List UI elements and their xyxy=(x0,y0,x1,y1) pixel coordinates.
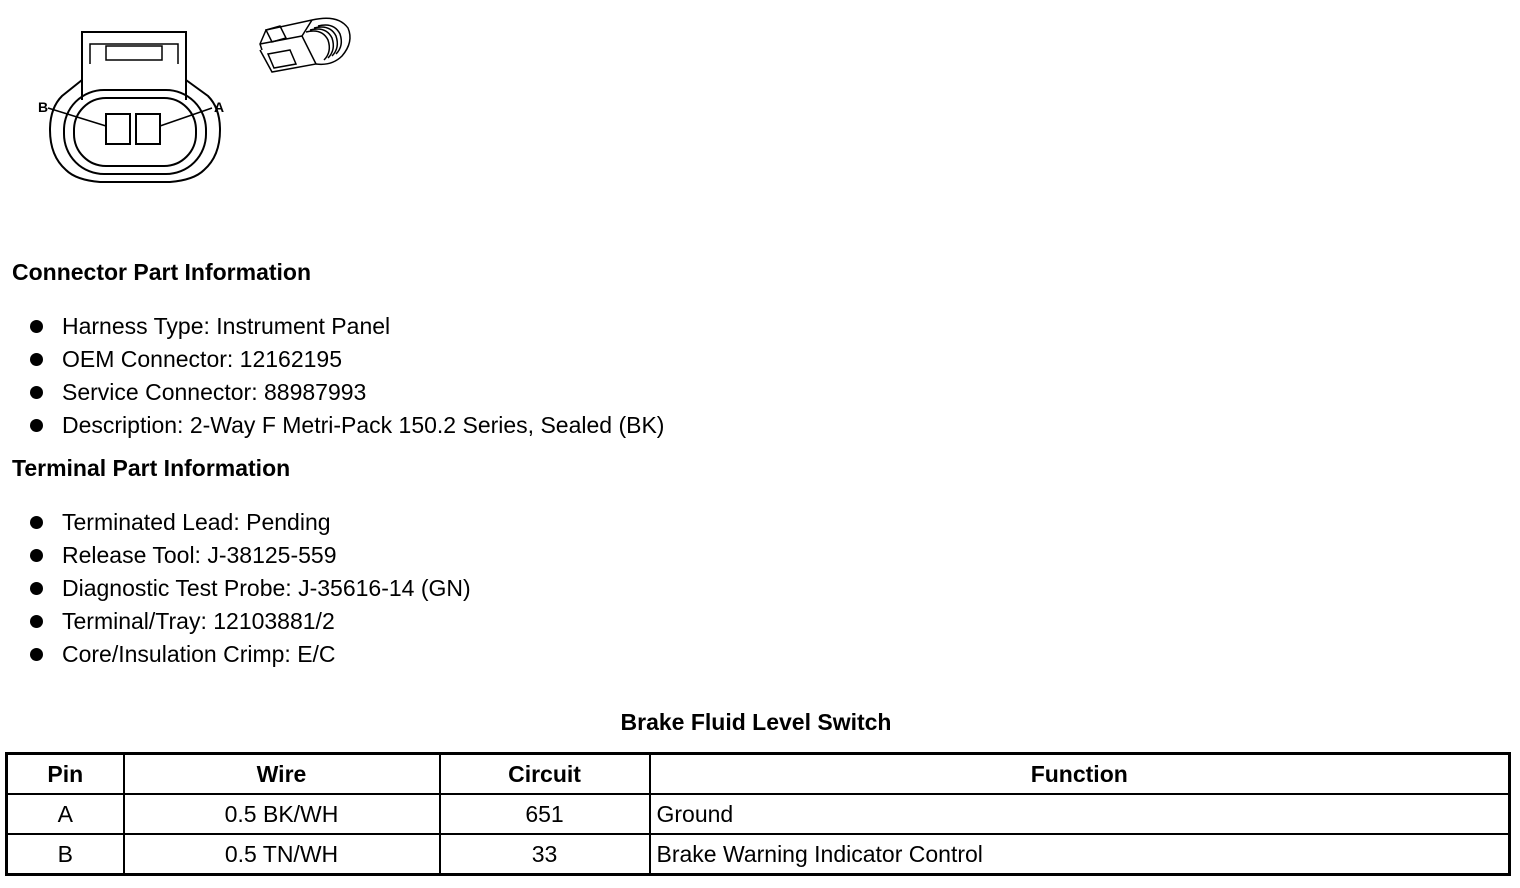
bullet-icon xyxy=(30,582,43,595)
cell-wire: 0.5 BK/WH xyxy=(124,794,440,834)
list-item xyxy=(28,310,664,343)
bullet-icon xyxy=(30,615,43,628)
cell-function: Ground xyxy=(650,794,1510,834)
cell-circuit: 651 xyxy=(440,794,650,834)
connector-part-info-list xyxy=(28,310,664,442)
connector-face-diagram xyxy=(20,18,250,198)
connector-part-info-heading: Connector Part Information xyxy=(12,259,312,285)
list-item-text: Terminal/Tray: 12103881/2 xyxy=(62,608,335,634)
list-item xyxy=(28,539,471,572)
list-item xyxy=(28,605,471,638)
list-item-text: Core/Insulation Crimp: E/C xyxy=(62,641,336,667)
list-item-text: Service Connector: 88987993 xyxy=(62,379,367,405)
bullet-icon xyxy=(30,549,43,562)
cell-circuit: 33 xyxy=(440,834,650,875)
list-item-text: Diagnostic Test Probe: J-35616-14 (GN) xyxy=(62,575,471,601)
list-item-text: Harness Type: Instrument Panel xyxy=(62,313,391,339)
pin-label-a: A xyxy=(214,99,225,115)
pin-table-title: Brake Fluid Level Switch xyxy=(620,709,892,735)
table-row xyxy=(7,834,1510,875)
list-item xyxy=(28,506,471,539)
bullet-icon xyxy=(30,516,43,529)
list-item-text: Terminated Lead: Pending xyxy=(62,509,331,535)
list-item xyxy=(28,376,664,409)
column-header-function: Function xyxy=(650,754,1510,795)
terminal-part-info-heading: Terminal Part Information xyxy=(12,455,291,481)
pin-table xyxy=(5,752,1511,876)
list-item xyxy=(28,638,471,671)
table-row xyxy=(7,794,1510,834)
connector-isometric-diagram xyxy=(250,10,360,80)
terminal-part-info-list xyxy=(28,506,471,671)
table-header-row xyxy=(7,754,1510,795)
list-item-text: Release Tool: J-38125-559 xyxy=(62,542,337,568)
bullet-icon xyxy=(30,320,43,333)
bullet-icon xyxy=(30,353,43,366)
bullet-icon xyxy=(30,386,43,399)
list-item xyxy=(28,409,664,442)
bullet-icon xyxy=(30,648,43,661)
list-item xyxy=(28,572,471,605)
column-header-circuit: Circuit xyxy=(440,754,650,795)
list-item xyxy=(28,343,664,376)
list-item-text: OEM Connector: 12162195 xyxy=(62,346,343,372)
pin-label-b: B xyxy=(38,99,49,115)
cell-pin: B xyxy=(7,834,124,875)
list-item-text: Description: 2-Way F Metri-Pack 150.2 Series, Sealed (BK) xyxy=(62,412,665,438)
column-header-pin: Pin xyxy=(7,754,124,795)
column-header-wire: Wire xyxy=(124,754,440,795)
cell-pin: A xyxy=(7,794,124,834)
cell-wire: 0.5 TN/WH xyxy=(124,834,440,875)
cell-function: Brake Warning Indicator Control xyxy=(650,834,1510,875)
bullet-icon xyxy=(30,419,43,432)
